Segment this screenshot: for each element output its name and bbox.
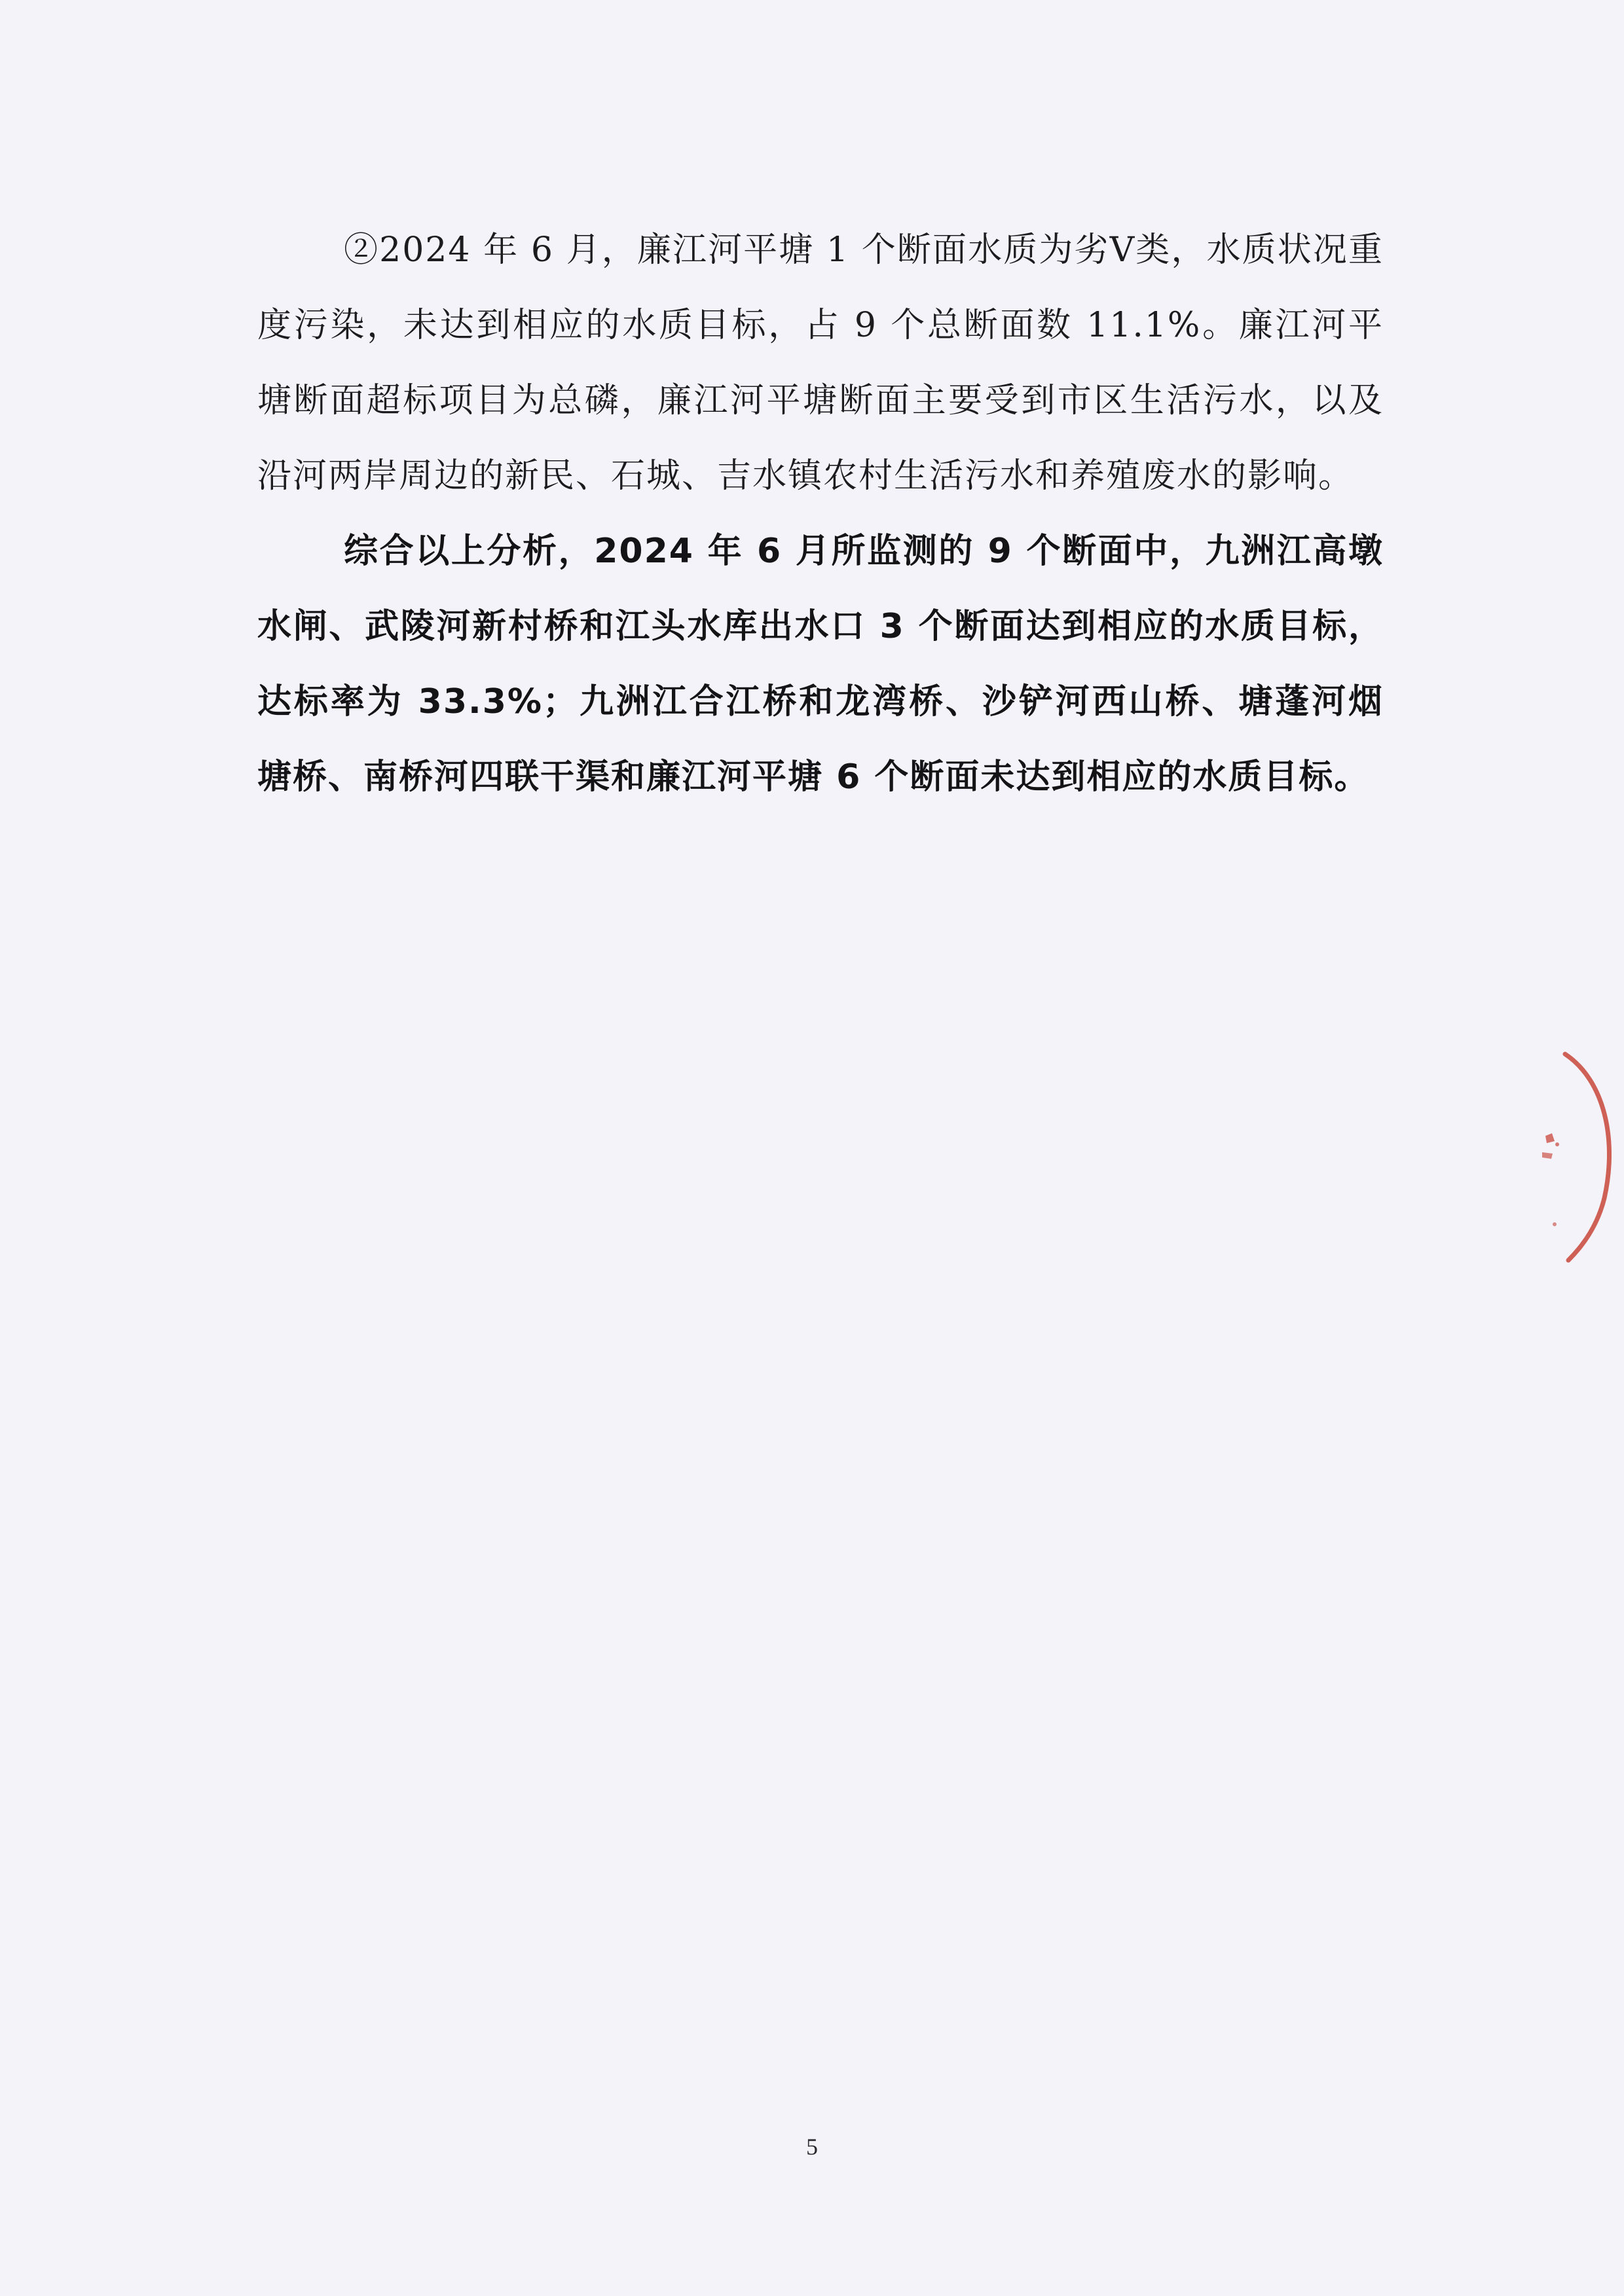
page-number: 5 bbox=[806, 2134, 818, 2160]
paragraph-water-quality-pingtang: ②2024 年 6 月，廉江河平塘 1 个断面水质为劣Ⅴ类，水质状况重度污染，未达到相应的水质目标，占 9 个总断面数 11.1%。廉江河平塘断面超标项目为总磷，廉江河平塘断面主要受到市区生活污水，以及沿河两岸周边的新民、石城、吉水镇农村生活污水和养殖废水的影响。 bbox=[257, 230, 1384, 496]
document-body bbox=[257, 213, 1384, 815]
seal-stamp bbox=[1526, 1028, 1624, 1303]
paragraph-summary-analysis: 综合以上分析，2024 年 6 月所监测的 9 个断面中，九洲江高墩水闸、武陵河新村桥和江头水库出水口 3 个断面达到相应的水质目标，达标率为 33.3%；九洲江合江桥和龙湾桥、沙铲河西山桥、塘蓬河烟塘桥、南桥河四联干渠和廉江河平塘 6 个断面未达到相应的水质目标。 bbox=[257, 532, 1384, 797]
